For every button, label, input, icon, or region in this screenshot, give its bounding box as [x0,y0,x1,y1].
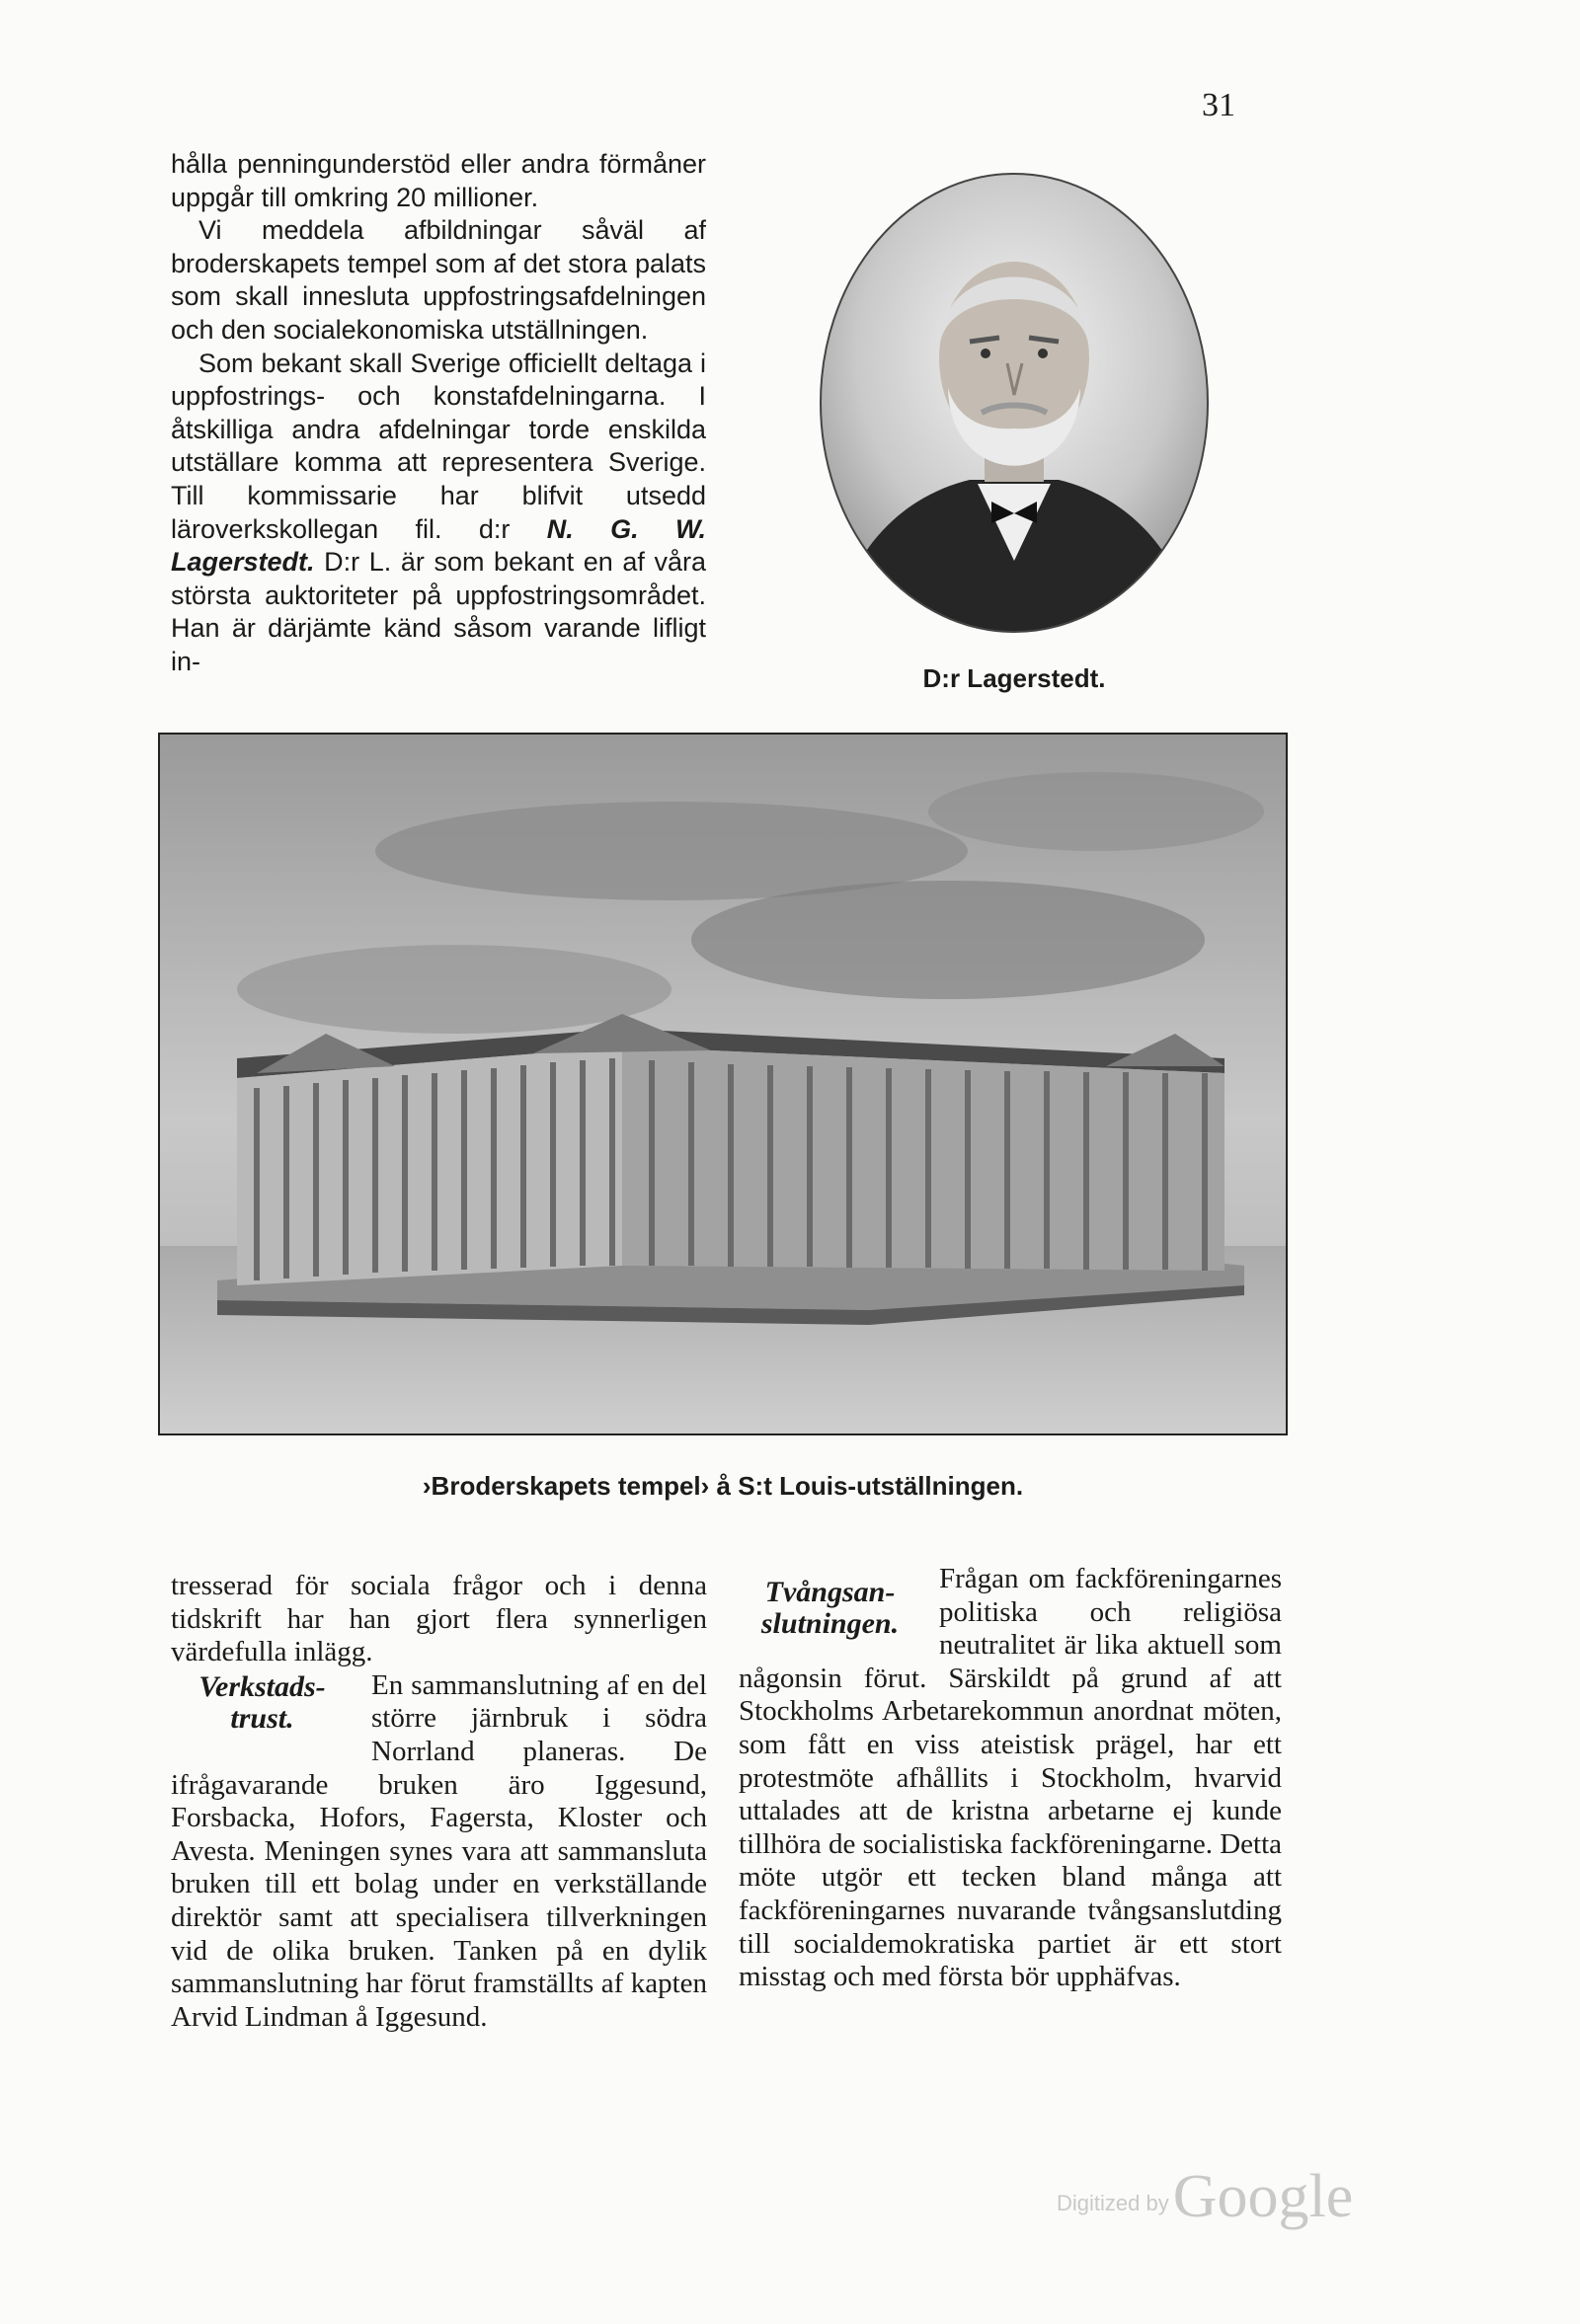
name-lagerstedt: N. G. W. Lagerstedt. [171,513,706,578]
paragraph: Vi meddela afbildningar såväl af broderskapets tempel som af det stora palats som skall innesluta uppfostringsafdelningen och den socialekonomiska utställningen. [171,215,706,345]
page-number: 31 [1202,87,1235,123]
paragraph: Frågan om fackföreningarnes politiska och religiösa neutralitet är lika aktuell som någonsin förut. Särskildt på grund af att Stockholms Arbetarekommun anordnat möten, som fått en viss ateistisk prägel, har ett protestmöte afhållits i Stockholm, hvarvid uttalades att de kristna arbetarne ej kunde tillhöra de socialistiska fackföreningarne. Detta möte utgör ett tecken bland många att fackföreningarnes nuvarande tvångsanslutding till socialdemokratiska partiet är ett stort misstag och med första bör upphäfvas. [739,1563,1282,1993]
portrait-caption: D:r Lagerstedt. [922,663,1106,693]
paragraph: tresserad för sociala frågor och i denna tidskrift har han gjort flera synnerligen värdefulla inlägg. [171,1570,707,1668]
top-text-column [171,148,706,679]
middle-text-column [171,1570,707,2034]
side-heading-tvangsanslutningen: Tvångsan-slutningen. [760,1576,900,1640]
text-run: D:r L. är som bekant en af våra största auktoriteter på uppfostringsområdet. Han är därjämte känd såsom varande lifligt in- [171,547,706,676]
building-photo [158,733,1288,1435]
side-heading-verkstadstrust: Verkstads-trust. [198,1669,326,1735]
text-run: Som bekant skall Sverige officiellt deltaga i uppfostrings- och konstafdelningarna. I åtskilliga andra afdelningar torde enskilda utställare komma att representera Sverige. Till kommissarie har blifvit utsedd läroverkskollegan fil. d:r [171,348,706,544]
right-text-column [739,1563,1282,1994]
digitized-by-google-watermark [1057,2162,1373,2241]
paragraph: hålla penningunderstöd eller andra förmåner uppgår till omkring 20 millioner. [171,149,706,212]
building-caption: ›Broderskapets tempel› å S:t Louis-utställningen. [422,1471,1024,1501]
watermark-small-text: Digitized by [1057,2191,1169,2215]
paragraph [171,348,706,679]
watermark-google-logo: Google [1172,2163,1354,2230]
paragraph: En sammanslutning af en del större järnbruk i södra Norrland planeras. De ifrågavarande bruken äro Iggesund, Forsbacka, Hofors, Fagersta, Kloster och Avesta. Meningen synes vara att sammansluta bruken till ett bolag under en verkställande direktör samt att specialisera tillverkningen vid de olika bruken. Tanken på en dylik sammanslutning har förut framställts af kapten Arvid Lindman å Iggesund. [171,1668,707,2033]
portrait-photo [812,166,1217,640]
